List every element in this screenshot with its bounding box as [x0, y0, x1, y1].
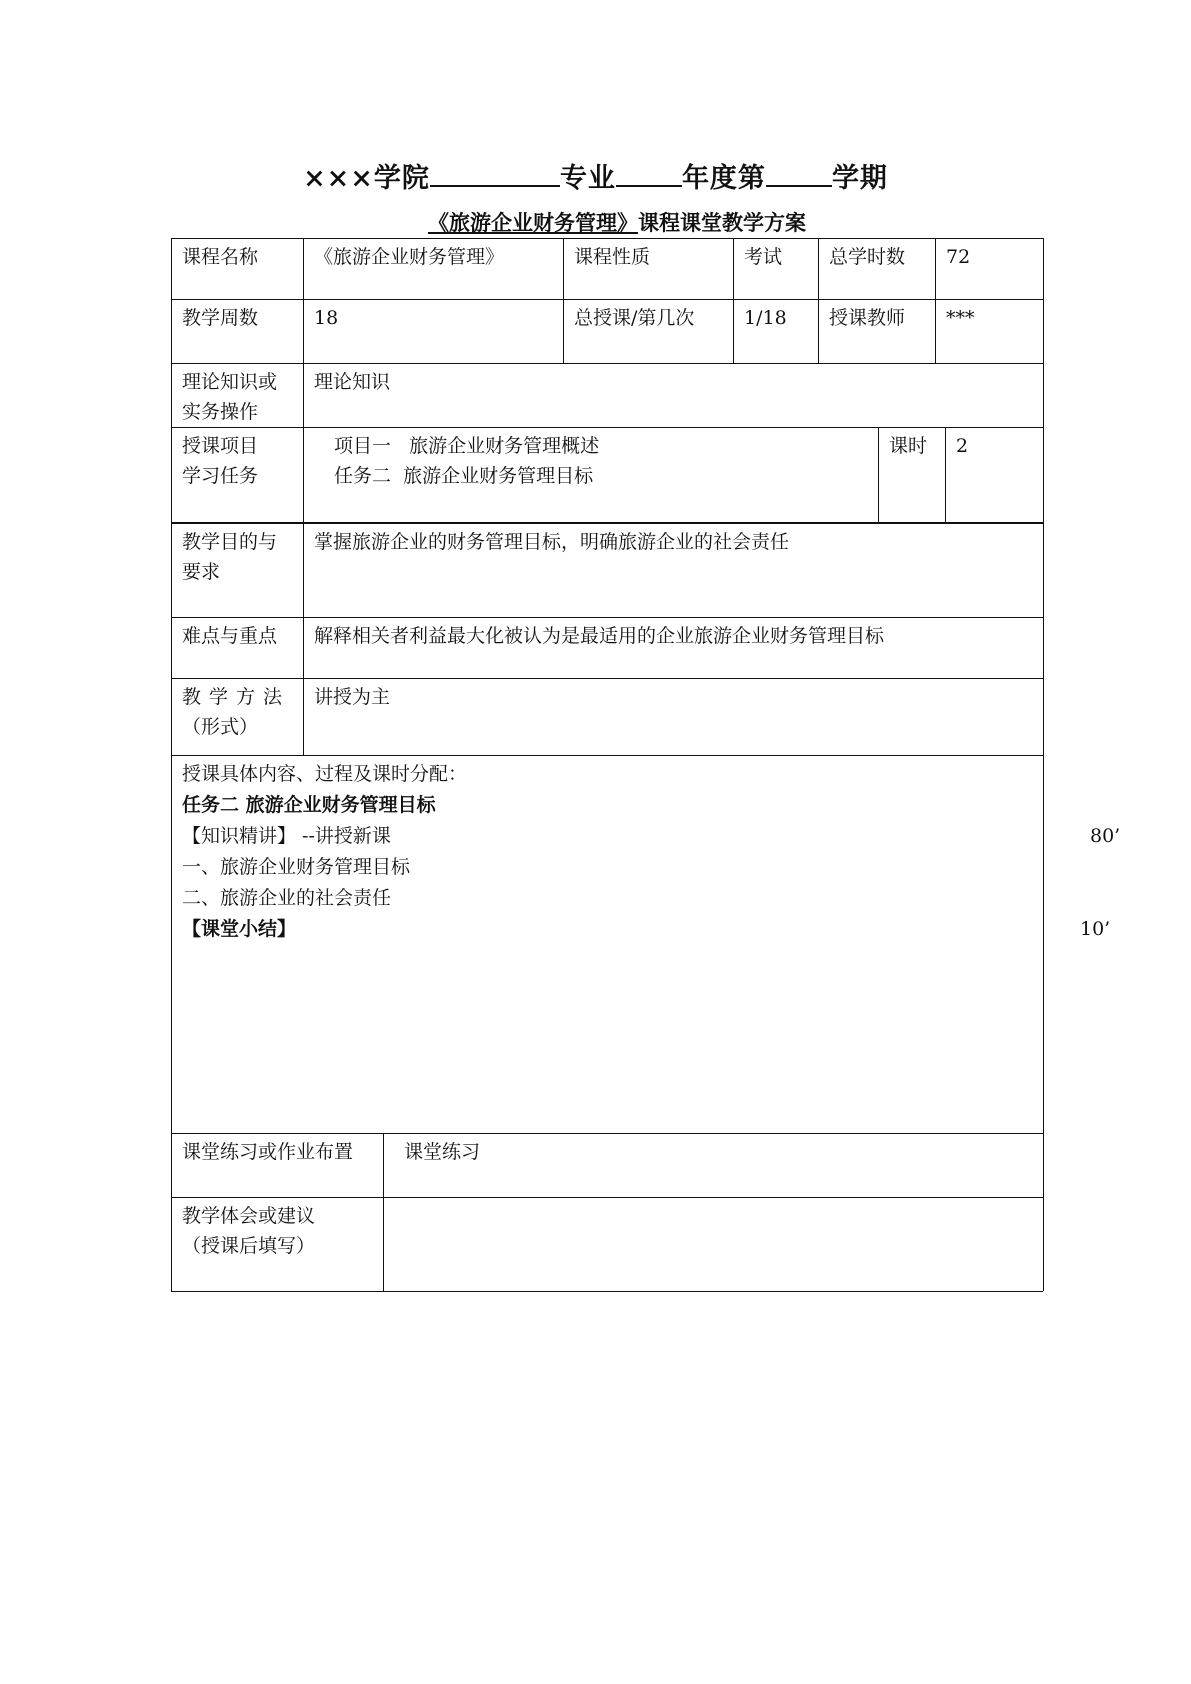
task-line: 任务二 旅游企业财务管理目标 — [334, 465, 594, 487]
method-label — [172, 679, 303, 745]
course-nature-label: 课程性质 — [574, 246, 651, 268]
content-summary-line — [182, 914, 1111, 945]
course-nature-value: 考试 — [744, 246, 783, 268]
content-task-title: 任务二 旅游企业财务管理目标 — [182, 794, 436, 816]
key-points-label: 难点与重点 — [182, 625, 278, 647]
knowledge-time: 80’ — [1090, 825, 1121, 847]
reflection-label — [172, 1198, 383, 1264]
course-name-label: 课程名称 — [182, 246, 259, 268]
course-name-value: 《旅游企业财务管理》 — [314, 246, 505, 268]
term-blank — [766, 159, 832, 187]
key-points-value: 解释相关者利益最大化被认为是最适用的企业旅游企业财务管理目标 — [314, 625, 885, 647]
table-border-right — [1043, 238, 1044, 1291]
label-line: 理论知识或 — [182, 371, 278, 393]
session-label: 总授课/第几次 — [574, 307, 695, 329]
lesson-hours-label: 课时 — [889, 435, 928, 457]
page-title — [0, 156, 1191, 195]
lesson-hours-value: 2 — [956, 435, 969, 457]
teacher-label: 授课教师 — [829, 307, 906, 329]
objectives-label — [172, 524, 303, 590]
knowledge-label: 【知识精讲】 --讲授新课 — [182, 825, 391, 847]
theory-practice-label — [172, 364, 303, 430]
project-task-label — [172, 428, 303, 494]
major-blank — [430, 159, 560, 187]
objectives-value: 掌握旅游企业的财务管理目标，明确旅游企业的社会责任 — [314, 531, 790, 553]
theory-practice-value: 理论知识 — [314, 371, 391, 393]
content-heading: 授课具体内容、过程及课时分配： — [182, 763, 468, 785]
content-knowledge-line — [182, 821, 1121, 852]
summary-label: 【课堂小结】 — [182, 918, 297, 940]
weeks-label: 教学周数 — [182, 307, 259, 329]
method-value: 讲授为主 — [314, 686, 391, 708]
term-label: 学期 — [831, 163, 888, 194]
reflection-value — [384, 1198, 1043, 1204]
table-border-bottom — [171, 1291, 1043, 1292]
year-label: 年度第 — [681, 163, 766, 194]
school-name: ×××学院 — [303, 163, 430, 194]
label-line: 学习任务 — [182, 465, 259, 487]
session-value: 1/18 — [744, 307, 787, 329]
total-hours-value: 72 — [946, 246, 971, 268]
label-line: 要求 — [182, 561, 221, 583]
page-subtitle — [428, 207, 806, 237]
content-item: 一、旅游企业财务管理目标 — [182, 856, 411, 878]
label-line: 教学目的与 — [182, 531, 278, 553]
subtitle-rest: 课程课堂教学方案 — [638, 210, 806, 235]
homework-value: 课堂练习 — [404, 1141, 481, 1163]
teacher-value: *** — [946, 307, 975, 329]
label-line: 授课项目 — [182, 435, 259, 457]
homework-label: 课堂练习或作业布置 — [182, 1141, 354, 1163]
major-label: 专业 — [559, 163, 616, 194]
label-line: 教学方法 — [182, 686, 291, 708]
label-line: 教学体会或建议 — [182, 1205, 316, 1227]
summary-time: 10’ — [1080, 918, 1111, 940]
total-hours-label: 总学时数 — [829, 246, 906, 268]
weeks-value: 18 — [314, 307, 339, 329]
label-line: （形式） — [182, 716, 259, 738]
course-title: 《旅游企业财务管理》 — [428, 210, 638, 235]
year-blank — [616, 159, 682, 187]
label-line: （授课后填写） — [182, 1235, 316, 1257]
project-line: 项目一 旅游企业财务管理概述 — [334, 435, 600, 457]
label-line: 实务操作 — [182, 401, 259, 423]
project-task-value — [324, 428, 878, 494]
content-item: 二、旅游企业的社会责任 — [182, 887, 392, 909]
lesson-content — [172, 756, 1121, 948]
